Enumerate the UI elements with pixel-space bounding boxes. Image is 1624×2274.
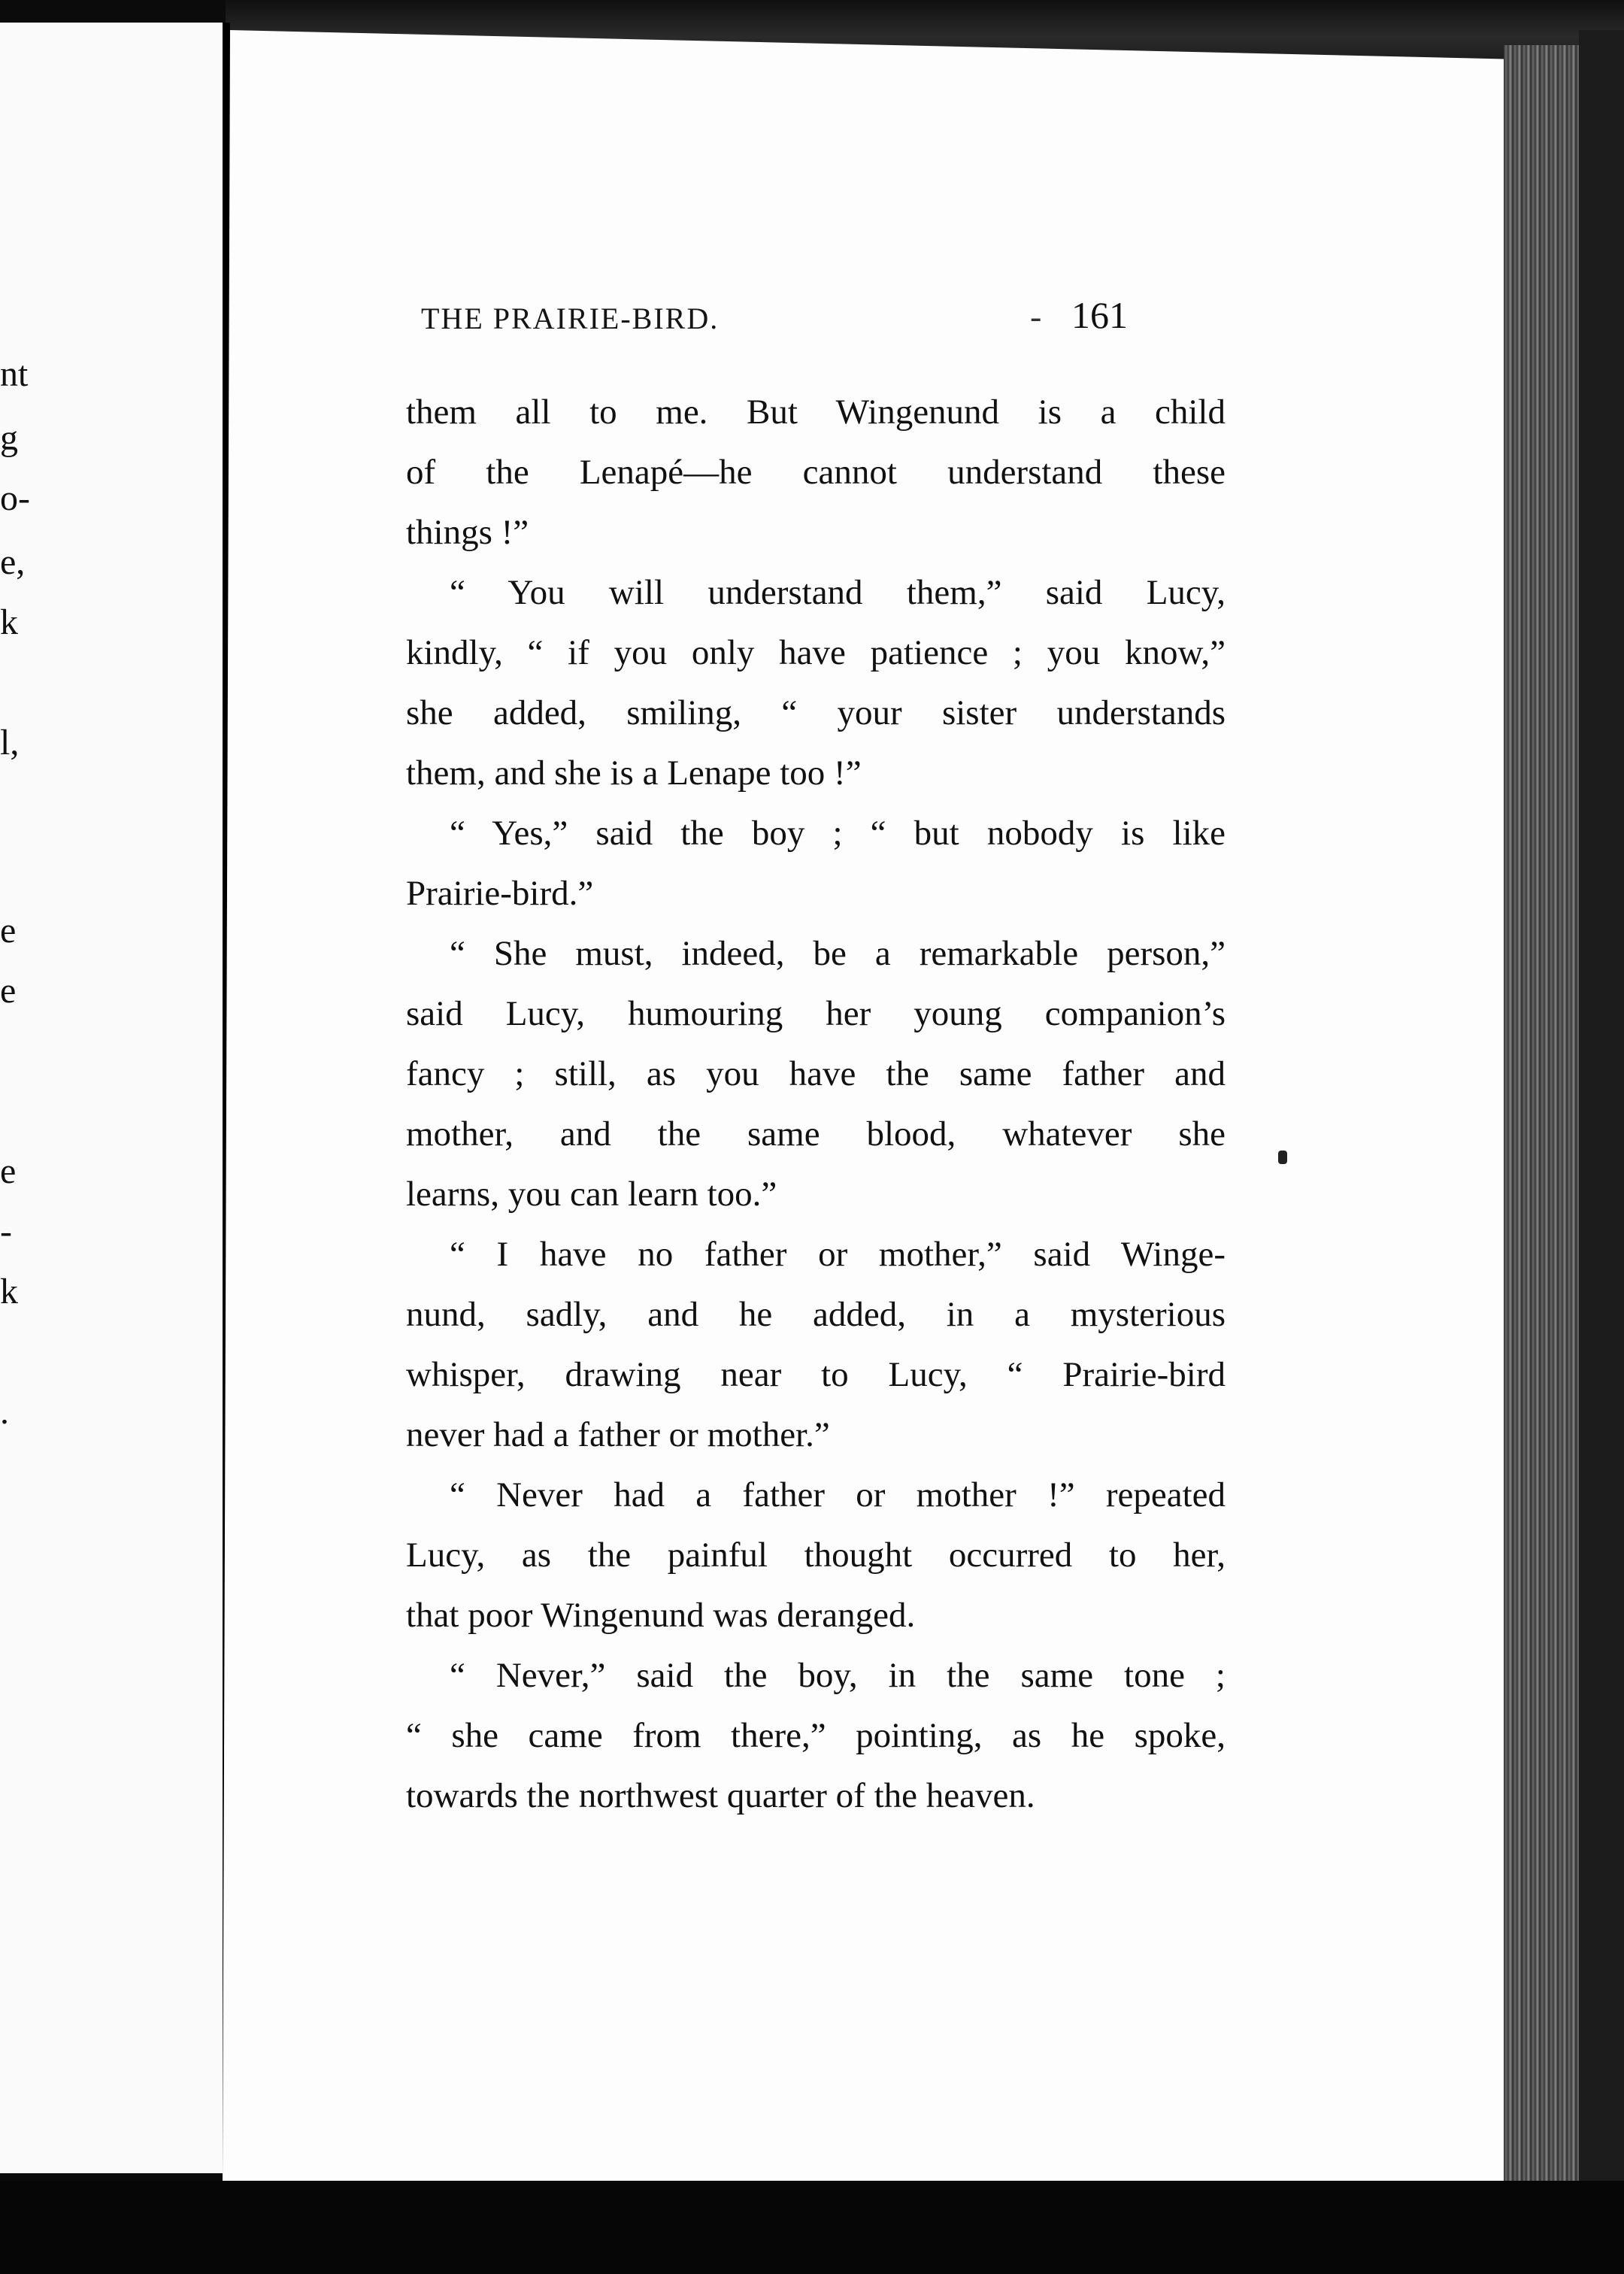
left-page-fragment: k (0, 1272, 18, 1311)
left-page-fragment: . (0, 1392, 9, 1432)
text-line: she added, smiling, “ your sister understands (406, 693, 1226, 732)
left-page-fragment: e (0, 971, 17, 1011)
text-line: kindly, “ if you only have patience ; you know,” (406, 633, 1226, 672)
text-line: “ You will understand them,” said Lucy, (450, 573, 1226, 612)
text-line: Lucy, as the painful thought occurred to her, (406, 1536, 1226, 1575)
text-line: towards the northwest quarter of the heaven. (406, 1776, 1035, 1815)
text-line: never had a father or mother.” (406, 1415, 830, 1454)
left-page-fragment: e (0, 911, 17, 951)
previous-page (0, 23, 226, 2173)
text-line: “ Never,” said the boy, in the same tone ; (450, 1656, 1226, 1695)
text-line: whisper, drawing near to Lucy, “ Prairie-bird (406, 1355, 1226, 1394)
body-text (406, 382, 1226, 1826)
text-line: mother, and the same blood, whatever she (406, 1114, 1226, 1154)
left-page-fragment: o- (0, 478, 30, 518)
text-line: “ She must, indeed, be a remarkable person,” (450, 934, 1226, 973)
paper-speck (1278, 1151, 1287, 1164)
text-line: things !” (406, 513, 529, 552)
text-line: learns, you can learn too.” (406, 1175, 777, 1214)
left-page-fragment: nt (0, 354, 29, 394)
book-cover-edge (1579, 30, 1624, 2256)
text-line: “ I have no father or mother,” said Winge- (450, 1235, 1226, 1274)
running-head (421, 293, 1218, 346)
running-head-title: THE PRAIRIE-BIRD. (421, 302, 720, 335)
text-line: fancy ; still, as you have the same father and (406, 1054, 1226, 1093)
text-line: that poor Wingenund was deranged. (406, 1596, 916, 1635)
left-page-fragment: l, (0, 723, 20, 763)
left-page-fragment: e (0, 1151, 17, 1191)
book-bottom-edge (0, 2181, 1624, 2274)
text-line: nund, sadly, and he added, in a mysterious (406, 1295, 1226, 1334)
text-line: of the Lenapé—he cannot understand these (406, 453, 1226, 492)
running-head-dash: - (1030, 297, 1042, 335)
left-page-fragment: k (0, 602, 18, 642)
left-page-fragment: - (0, 1211, 12, 1251)
page-number: 161 (1071, 294, 1128, 336)
text-line: “ she came from there,” pointing, as he spoke, (406, 1716, 1226, 1755)
text-line: “ Never had a father or mother !” repeated (450, 1475, 1226, 1514)
left-page-fragment: e, (0, 542, 26, 582)
text-line: them all to me. But Wingenund is a child (406, 393, 1226, 432)
text-line: Prairie-bird.” (406, 874, 594, 913)
text-line: them, and she is a Lenape too !” (406, 753, 862, 793)
text-line: “ Yes,” said the boy ; “ but nobody is like (450, 814, 1226, 853)
text-line: said Lucy, humouring her young companion’s (406, 994, 1226, 1033)
left-page-fragment: g (0, 418, 18, 458)
